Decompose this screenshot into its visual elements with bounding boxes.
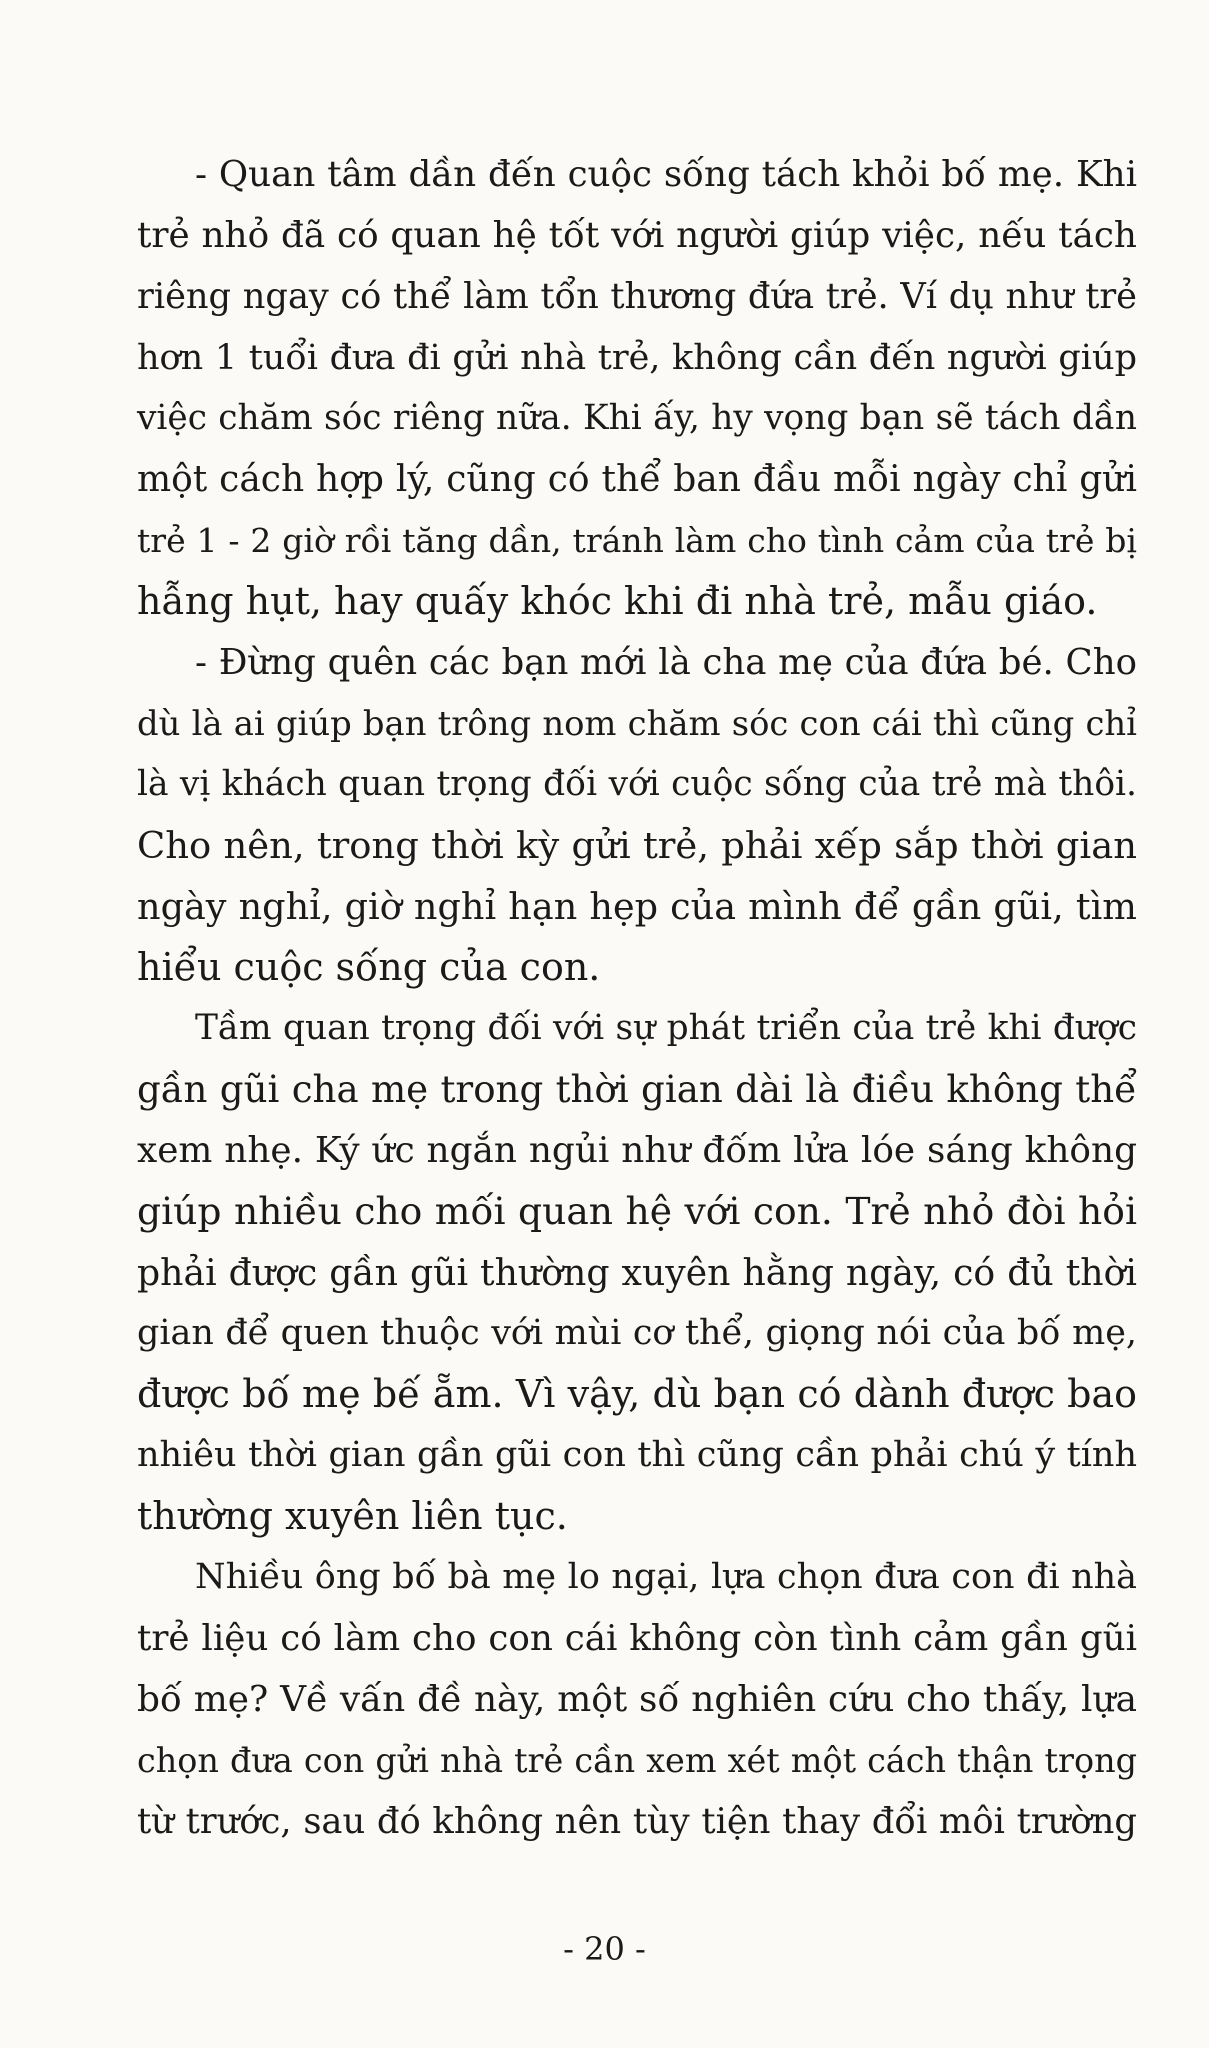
text-line: ngày nghỉ, giờ nghỉ hạn hẹp của mình để gần gũi, tìm [137,885,1137,928]
text-line: được bố mẹ bế ẵm. Vì vậy, dù bạn có dành được bao [137,1372,1137,1416]
text-line: hẫng hụt, hay quấy khóc khi đi nhà trẻ, mẫu giáo. [137,579,1098,623]
text-line: riêng ngay có thể làm tổn thương đứa trẻ. Ví dụ như trẻ [137,276,1137,317]
text-line: gần gũi cha mẹ trong thời gian dài là điều không thể [137,1067,1137,1111]
text-line: nhiêu thời gian gần gũi con thì cũng cần phải chú ý tính [137,1435,1137,1475]
paragraph-1 [137,144,1137,632]
text-line: hiểu cuộc sống của con. [137,945,601,989]
text-line: từ trước, sau đó không nên tùy tiện thay đổi môi trường [137,1801,1137,1842]
text-line: giúp nhiều cho mối quan hệ với con. Trẻ nhỏ đòi hỏi [137,1189,1137,1233]
text-line: Nhiều ông bố bà mẹ lo ngại, lựa chọn đưa con đi nhà [195,1557,1137,1597]
text-line: thường xuyên liên tục. [137,1494,568,1538]
page-number: - 20 - [563,1930,646,1968]
text-line: Cho nên, trong thời kỳ gửi trẻ, phải xếp sắp thời gian [137,824,1137,867]
paragraph-3 [137,998,1137,1547]
text-line: - Đừng quên các bạn mới là cha mẹ của đứa bé. Cho [195,642,1137,683]
paragraph-2 [137,632,1137,998]
text-line: - Quan tâm dần đến cuộc sống tách khỏi bố mẹ. Khi [195,154,1137,195]
text-line: bố mẹ? Về vấn đề này, một số nghiên cứu cho thấy, lựa [137,1679,1137,1720]
text-line: trẻ nhỏ đã có quan hệ tốt với người giúp việc, nếu tách [137,215,1137,256]
text-line: phải được gần gũi thường xuyên hằng ngày, có đủ thời [137,1251,1137,1294]
text-line: dù là ai giúp bạn trông nom chăm sóc con cái thì cũng chỉ [137,704,1137,743]
text-line: hơn 1 tuổi đưa đi gửi nhà trẻ, không cần đến người giúp [137,337,1137,378]
text-line: là vị khách quan trọng đối với cuộc sống của trẻ mà thôi. [137,764,1137,804]
text-line: việc chăm sóc riêng nữa. Khi ấy, hy vọng bạn sẽ tách dần [137,398,1137,438]
text-line: xem nhẹ. Ký ức ngắn ngủi như đốm lửa lóe sáng không [137,1130,1137,1171]
body-text [137,144,1137,1852]
text-line: Tầm quan trọng đối với sự phát triển của trẻ khi được [195,1008,1137,1048]
text-line: trẻ 1 - 2 giờ rồi tăng dần, tránh làm cho tình cảm của trẻ bị [137,521,1137,560]
text-line: trẻ liệu có làm cho con cái không còn tình cảm gần gũi [137,1618,1137,1659]
text-line: một cách hợp lý, cũng có thể ban đầu mỗi ngày chỉ gửi [137,459,1137,500]
text-line: chọn đưa con gửi nhà trẻ cần xem xét một cách thận trọng [137,1741,1137,1780]
text-line: gian để quen thuộc với mùi cơ thể, giọng nói của bố mẹ, [137,1313,1137,1353]
paragraph-4 [137,1547,1137,1852]
